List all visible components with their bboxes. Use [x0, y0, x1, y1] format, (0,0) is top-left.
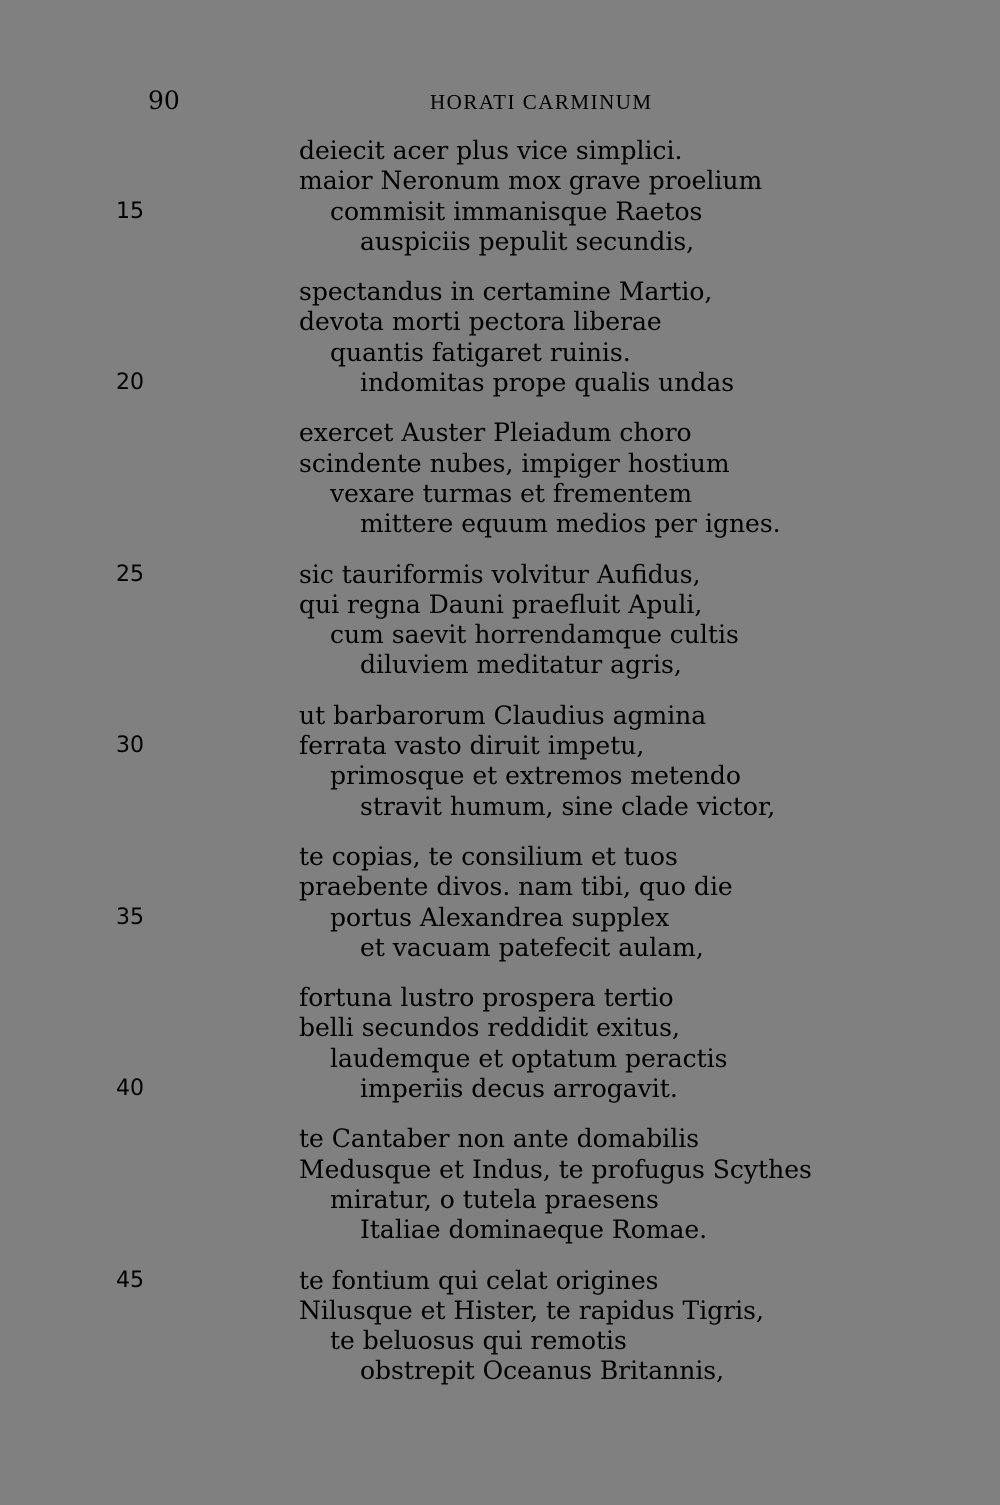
verse-text: devota morti pectora liberae — [299, 307, 662, 337]
verse-line — [0, 1326, 1000, 1356]
verse-text: scindente nubes, impiger hostium — [299, 448, 730, 478]
verse-text: obstrepit Oceanus Britannis, — [360, 1356, 725, 1386]
stanza — [0, 1266, 1000, 1387]
verse-text: laudemque et optatum peractis — [330, 1043, 728, 1073]
verse-text: et vacuam patefecit aulam, — [360, 932, 704, 962]
verse-text: maior Neronum mox grave proelium — [299, 166, 763, 196]
stanza — [0, 136, 1000, 257]
line-number: 30 — [116, 733, 144, 759]
verse-line — [0, 1155, 1000, 1185]
stanza-break — [0, 1246, 1000, 1266]
verse-line — [0, 983, 1000, 1013]
stanza-break — [0, 1104, 1000, 1124]
verse-text: te copias, te consilium et tuos — [299, 841, 678, 871]
running-title: HORATI CARMINUM — [430, 90, 653, 114]
verse-line — [0, 731, 1000, 761]
verse-text: te fontium qui celat origines — [299, 1265, 659, 1295]
verse-text: commisit immanisque Raetos — [330, 196, 703, 226]
verse-text: stravit humum, sine clade victor, — [360, 791, 776, 821]
verse-line — [0, 560, 1000, 590]
stanza-break — [0, 681, 1000, 701]
verse-line — [0, 418, 1000, 448]
verse-line — [0, 1266, 1000, 1296]
poem-text — [0, 136, 1000, 1387]
line-number: 35 — [116, 904, 144, 930]
verse-text: quantis fatigaret ruinis. — [330, 337, 631, 367]
verse-text: indomitas prope qualis undas — [360, 368, 735, 398]
verse-text: diluviem meditatur agris, — [360, 650, 682, 680]
verse-text: spectandus in certamine Martio, — [299, 277, 713, 307]
verse-text: primosque et extremos metendo — [330, 761, 741, 791]
verse-line — [0, 227, 1000, 257]
line-number: 20 — [116, 370, 144, 396]
stanza — [0, 1124, 1000, 1245]
verse-text: belli secundos reddidit exitus, — [299, 1013, 680, 1043]
verse-text: imperiis decus arrogavit. — [360, 1074, 678, 1104]
verse-line — [0, 338, 1000, 368]
verse-line — [0, 1074, 1000, 1104]
verse-text: praebente divos. nam tibi, quo die — [299, 872, 733, 902]
stanza — [0, 842, 1000, 963]
verse-line — [0, 650, 1000, 680]
stanza — [0, 277, 1000, 398]
page-number: 90 — [148, 86, 180, 115]
verse-line — [0, 701, 1000, 731]
verse-text: Medusque et Indus, te profugus Scythes — [299, 1154, 812, 1184]
verse-line — [0, 166, 1000, 196]
verse-line — [0, 1215, 1000, 1245]
verse-line — [0, 479, 1000, 509]
line-number: 40 — [116, 1076, 144, 1102]
verse-text: fortuna lustro prospera tertio — [299, 983, 674, 1013]
stanza — [0, 701, 1000, 822]
verse-line — [0, 792, 1000, 822]
stanza — [0, 418, 1000, 539]
verse-line — [0, 1356, 1000, 1386]
verse-line — [0, 842, 1000, 872]
verse-line — [0, 872, 1000, 902]
verse-text: mittere equum medios per ignes. — [360, 509, 781, 539]
stanza — [0, 983, 1000, 1104]
line-number: 25 — [116, 561, 144, 587]
verse-text: auspiciis pepulit secundis, — [360, 226, 695, 256]
verse-line — [0, 197, 1000, 227]
verse-line — [0, 1013, 1000, 1043]
verse-text: te Cantaber non ante domabilis — [299, 1124, 700, 1154]
stanza — [0, 560, 1000, 681]
line-number: 45 — [116, 1267, 144, 1293]
verse-line — [0, 903, 1000, 933]
verse-line — [0, 277, 1000, 307]
verse-line — [0, 1185, 1000, 1215]
verse-line — [0, 307, 1000, 337]
stanza-break — [0, 398, 1000, 418]
verse-text: miratur, o tutela praesens — [330, 1184, 659, 1214]
stanza-break — [0, 257, 1000, 277]
verse-text: vexare turmas et frementem — [330, 478, 693, 508]
verse-text: ut barbarorum Claudius agmina — [299, 700, 707, 730]
verse-text: Italiae dominaeque Romae. — [360, 1215, 708, 1245]
verse-text: cum saevit horrendamque cultis — [330, 620, 739, 650]
verse-text: te beluosus qui remotis — [330, 1326, 627, 1356]
stanza-break — [0, 822, 1000, 842]
verse-line — [0, 761, 1000, 791]
verse-text: deiecit acer plus vice simplici. — [299, 136, 683, 165]
verse-line — [0, 449, 1000, 479]
verse-line — [0, 509, 1000, 539]
verse-line — [0, 933, 1000, 963]
verse-line — [0, 1124, 1000, 1154]
verse-text: ferrata vasto diruit impetu, — [299, 731, 645, 761]
verse-line — [0, 590, 1000, 620]
verse-text: exercet Auster Pleiadum choro — [299, 418, 692, 448]
verse-line — [0, 136, 1000, 166]
verse-text: Nilusque et Hister, te rapidus Tigris, — [299, 1295, 764, 1325]
verse-text: sic tauriformis volvitur Aufidus, — [299, 559, 701, 589]
verse-line — [0, 1296, 1000, 1326]
stanza-break — [0, 963, 1000, 983]
verse-line — [0, 368, 1000, 398]
verse-text: portus Alexandrea supplex — [330, 902, 670, 932]
verse-text: qui regna Dauni praefluit Apuli, — [299, 589, 703, 619]
line-number: 15 — [116, 198, 144, 224]
stanza-break — [0, 540, 1000, 560]
verse-line — [0, 1044, 1000, 1074]
verse-line — [0, 620, 1000, 650]
